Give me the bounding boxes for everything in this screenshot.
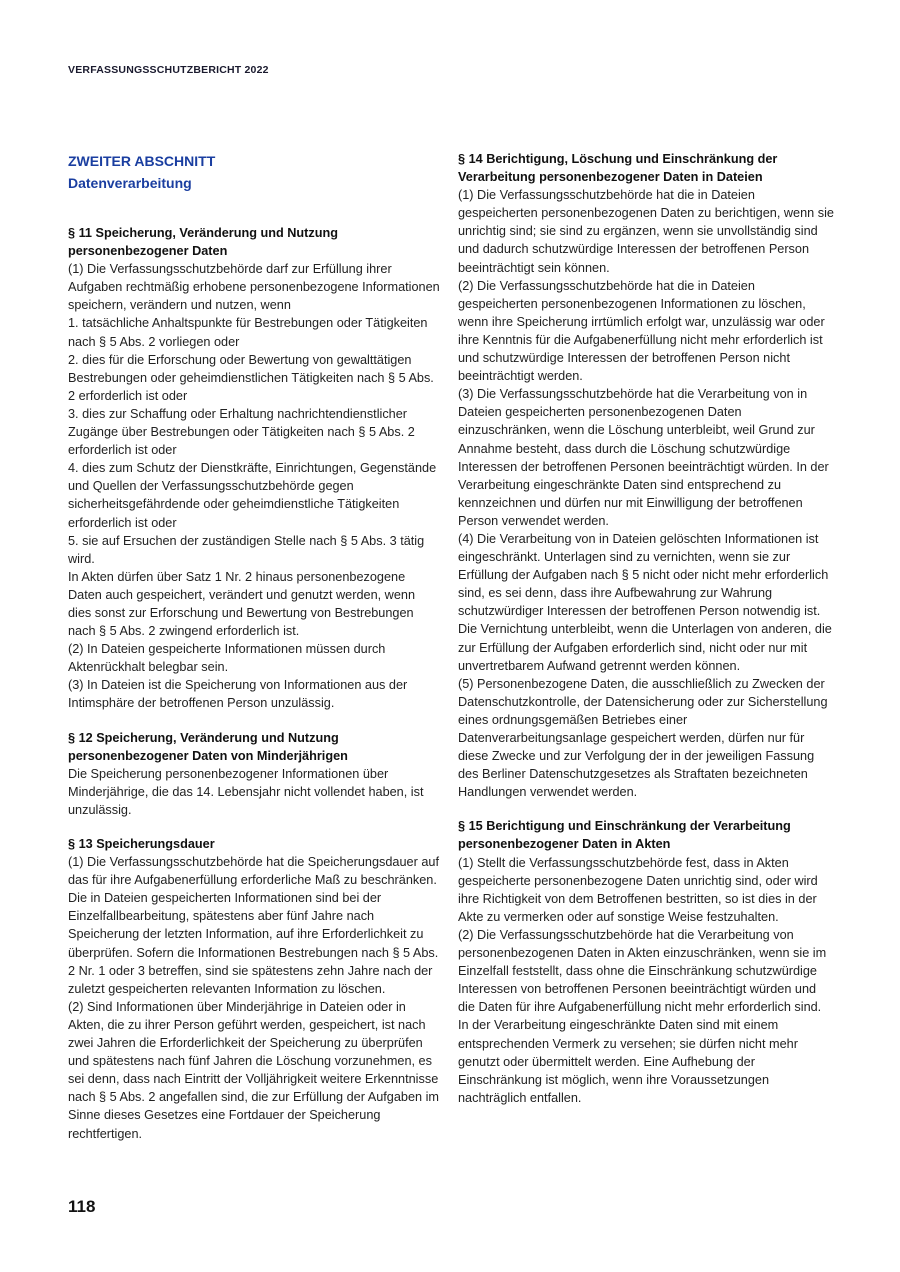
section-paragraph: (2) Sind Informationen über Minderjährige in Dateien oder in Akten, die zu ihrer Person geführt werden, gespeichert, ist nach zwei Jahren die Erforderlichkeit der Speicherung zu überprüfen und spätestens nach fünf Jahren die Löschung vorzunehmen, es sei denn, dass nach Eintritt der Volljährigkeit weitere Erkenntnisse nach § 5 Abs. 2 angefallen sind, die zur Erfüllung der Aufgaben im Sinne dieses Gesetzes eine Fortdauer der Speicherung rechtfertigen. bbox=[68, 999, 440, 1141]
law-section bbox=[68, 729, 440, 819]
section-paragraph: (3) In Dateien ist die Speicherung von Informationen aus der Intimsphäre der betroffenen Person unzulässig. bbox=[68, 678, 408, 711]
section-paragraph: In Akten dürfen über Satz 1 Nr. 2 hinaus personenbezogene Daten auch gespeichert, verändert und genutzt werden, wenn dies sonst zur Erforschung und Bewertung von Bestrebungen nach § 5 Abs. 2 zwingend erforderlich ist. bbox=[68, 569, 416, 639]
law-section bbox=[458, 817, 834, 1107]
section-paragraph: 1. tatsächliche Anhaltspunkte für Bestrebungen oder Tätigkeiten nach § 5 Abs. 2 vorliegen oder bbox=[68, 316, 428, 349]
section-paragraph: 3. dies zur Schaffung oder Erhaltung nachrichtendienstlicher Zugänge über Bestrebungen oder Tätigkeiten nach § 5 Abs. 2 erforderlich ist oder bbox=[68, 406, 415, 458]
chapter-title: ZWEITER ABSCHNITT bbox=[68, 153, 216, 169]
law-section bbox=[68, 224, 440, 713]
section-paragraph: (1) Die Verfassungsschutzbehörde darf zur Erfüllung ihrer Aufgaben rechtmäßig erhobene personenbezogene Informationen speichern, verändern und nutzen, wenn bbox=[68, 262, 440, 313]
section-paragraph: 5. sie auf Ersuchen der zuständigen Stelle nach § 5 Abs. 3 tätig wird. bbox=[68, 533, 425, 566]
section-paragraph: (4) Die Verarbeitung von in Dateien gelöschten Informationen ist eingeschränkt. Unterlagen sind zu vernichten, wenn sie zur Erfüllung der Aufgaben nach § 5 nicht oder nicht mehr erforderlich sind, es sei denn, dass ihre Aufbewahrung zur Wahrung schutzwürdiger Interessen der betroffenen Person notwendig ist. Die Vernichtung unterbleibt, wenn die Unterlagen von anderen, die zur Erfüllung der Aufgaben erforderlich sind, nicht oder nur mit unvertretbarem Aufwand getrennt werden können. bbox=[458, 531, 832, 673]
law-section bbox=[68, 835, 440, 1143]
section-paragraph: (2) Die Verfassungsschutzbehörde hat die Verarbeitung von personenbezogenen Daten in Akten einzuschränken, wenn sie im Einzelfall feststellt, dass ohne die Einschränkung schutzwürdige Interessen von betroffenen Personen beeinträchtigt würden und die Daten für ihre Aufgabenerfüllung nicht mehr erforderlich sind. In der Verarbeitung eingeschränkte Daten sind mit einem entsprechenden Vermerk zu versehen; sie dürfen nicht mehr genutzt oder übermittelt werden. Eine Aufhebung der Einschränkung ist möglich, wenn ihre Voraussetzungen nachträglich entfallen. bbox=[458, 927, 827, 1105]
right-sections bbox=[458, 150, 834, 1107]
section-heading: § 14 Berichtigung, Löschung und Einschränkung der Verarbeitung personenbezogener Daten in Dateien bbox=[458, 152, 778, 185]
section-heading: § 11 Speicherung, Veränderung und Nutzung personenbezogener Daten bbox=[68, 226, 338, 259]
right-column bbox=[458, 150, 834, 1123]
left-column bbox=[68, 150, 440, 1159]
section-paragraph: (3) Die Verfassungsschutzbehörde hat die Verarbeitung von in Dateien gespeicherten personenbezogenen Daten einzuschränken, wenn die Löschung unterbleibt, weil Grund zur Annahme besteht, dass durch die Löschung schutzwürdige Interessen der betroffenen Personen beeinträchtigt würden. In der Verarbeitung eingeschränkte Daten sind entsprechend zu kennzeichnen und dürfen nur mit Einwilligung der betroffenen Person verwendet werden. bbox=[458, 387, 829, 528]
section-paragraph: 2. dies für die Erforschung oder Bewertung von gewalttätigen Bestrebungen oder geheimdienstlichen Tätigkeiten nach § 5 Abs. 2 erforderlich ist oder bbox=[68, 352, 434, 403]
section-paragraph: (1) Die Verfassungsschutzbehörde hat die in Dateien gespeicherten personenbezogenen Daten zu berichtigen, wenn sie unrichtig sind; sie sind zu ergänzen, wenn sie unvollständig sind und dadurch schutzwürdige Interessen der betroffenen Person beeinträchtigt sein können. bbox=[458, 188, 834, 275]
left-sections bbox=[68, 224, 440, 1143]
section-paragraph: (1) Stellt die Verfassungsschutzbehörde fest, dass in Akten gespeicherte personenbezogene Daten unrichtig sind, oder wird ihre Richtigkeit von dem Betroffenen bestritten, so ist dies in der Akte zu vermerken oder auf sonstige Weise festzuhalten. bbox=[458, 855, 818, 924]
section-paragraph: Die Speicherung personenbezogener Informationen über Minderjährige, die das 14. Lebensjahr nicht vollendet haben, ist unzulässig. bbox=[68, 766, 424, 817]
section-heading: § 13 Speicherungsdauer bbox=[68, 837, 215, 851]
running-title: VERFASSUNGSSCHUTZBERICHT 2022 bbox=[68, 64, 269, 76]
section-paragraph: (1) Die Verfassungsschutzbehörde hat die Speicherungsdauer auf das für ihre Aufgabenerfüllung erforderliche Maß zu beschränken. Die in Dateien gespeicherten Informationen sind bei der Einzelfallbearbeitung, spätestens aber fünf Jahre nach Speicherung der letzten Information, auf ihre Erforderlichkeit zu überprüfen. Sofern die Informationen Bestrebungen nach § 5 Abs. 2 Nr. 1 oder 3 betreffen, sind sie spätestens zehn Jahre nach der zuletzt gespeicherten relevanten Information zu löschen. bbox=[68, 855, 439, 996]
chapter-subtitle: Datenverarbeitung bbox=[68, 175, 192, 191]
section-heading: § 12 Speicherung, Veränderung und Nutzung personenbezogener Daten von Minderjährigen bbox=[68, 730, 348, 763]
law-section bbox=[458, 150, 834, 801]
section-paragraph: 4. dies zum Schutz der Dienstkräfte, Einrichtungen, Gegenstände und Quellen der Verfassungsschutzbehörde gegen sicherheitsgefährdende oder geheimdienstliche Tätigkeiten erforderlich ist oder bbox=[68, 461, 437, 530]
page-number: 118 bbox=[68, 1197, 96, 1216]
section-heading: § 15 Berichtigung und Einschränkung der Verarbeitung personenbezogener Daten in Akten bbox=[458, 819, 791, 852]
section-paragraph: (2) In Dateien gespeicherte Informationen müssen durch Aktenrückhalt belegbar sein. bbox=[68, 642, 386, 675]
section-paragraph: (5) Personenbezogene Daten, die ausschließlich zu Zwecken der Datenschutzkontrolle, der Datensicherung oder zur Sicherstellung eines ordnungsgemäßen Betriebes einer Datenverarbeitungsanlage gespeichert werden, dürfen nur für diese Zwecke und zur Verfolgung der in der jeweiligen Fassung des Berliner Datenschutzgesetzes als Straftaten bezeichneten Handlungen verwendet werden. bbox=[458, 676, 828, 800]
section-paragraph: (2) Die Verfassungsschutzbehörde hat die in Dateien gespeicherten personenbezogenen Informationen zu löschen, wenn ihre Speicherung irrtümlich erfolgt war, unzulässig war oder ihre Kenntnis für die Aufgabenerfüllung nicht mehr erforderlich ist und schutzwürdige Interessen der betroffenen Person nicht beeinträchtigt werden. bbox=[458, 278, 825, 384]
